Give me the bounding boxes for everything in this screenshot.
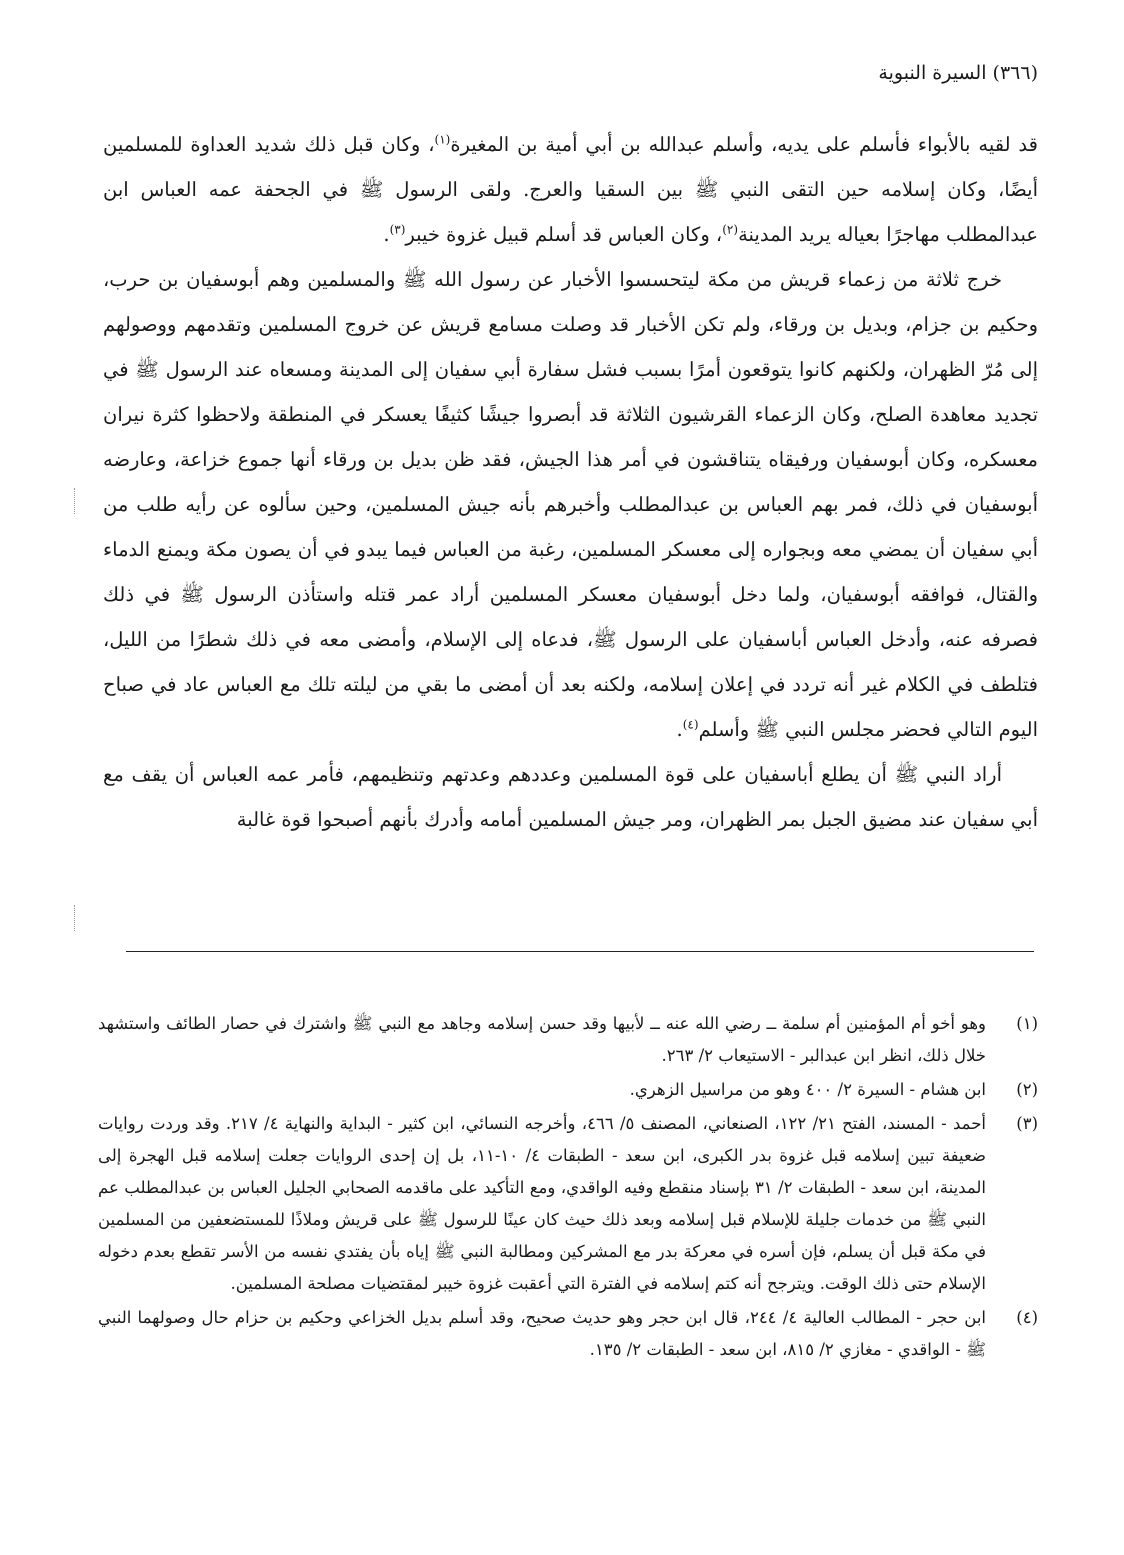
- paragraph-1-part-3: ، وكان العباس قد أسلم قبيل غزوة خيبر: [405, 223, 723, 246]
- main-text: [103, 122, 1038, 842]
- paragraph-1: [103, 122, 1038, 257]
- footnote-ref-3[interactable]: (٣): [389, 222, 406, 237]
- footnote-ref-2[interactable]: (٢): [722, 222, 739, 237]
- footnote-text: أحمد - المسند، الفتح ٢١/ ١٢٢، الصنعاني، المصنف ٥/ ٤٦٦، وأخرجه النسائي، ابن كثير - البداية والنهاية ٤/ ٢١٧. وقد وردت روايات ضعيفة تبين إسلامه قبل غزوة بدر الكبرى، ابن سعد - الطبقات ٤/ ١٠-١١، بل إن إحدى الروايات جعلت إسلامه قبل الهجرة إلى المدينة، ابن سعد - الطبقات ٢/ ٣١ بإسناد منقطع وفيه الواقدي، ومع التأكيد على ماقدمه الصحابي الجليل العباس بن عبدالمطلب عم النبي ﷺ من خدمات جليلة للإسلام قبل إسلامه وبعد ذلك حيث كان عينًا للرسول ﷺ على قريش وملاذًا للمستضعفين من المسلمين في مكة قبل أن يسلم، فإن أسره في معركة بدر مع المشركين ومطالبة النبي ﷺ إياه بأن يفتدي نفسه من الأسر تقطع بعدم دخوله الإسلام حتى ذلك الوقت. ويترجح أنه كتم إسلامه في الفترة التي أعقبت غزوة خيبر لمقتضيات مصلحة المسلمين.: [98, 1114, 987, 1293]
- margin-mark: [74, 488, 77, 514]
- paragraph-3-part-1: أراد النبي ﷺ أن يطلع أباسفيان على قوة المسلمين وعددهم وعدتهم وتنظيمهم، فأمر عمه العباس أن يقف مع أبي سفيان عند مضيق الجبل بمر الظهران، ومر جيش المسلمين أمامه وأدرك بأنهم أصبحوا قوة غالبة: [103, 763, 1038, 831]
- footnote-number: (١): [1016, 1014, 1038, 1033]
- page-header: [878, 62, 1038, 84]
- paragraph-2-part-1: خرج ثلاثة من زعماء قريش من مكة ليتحسسوا الأخبار عن رسول الله ﷺ والمسلمين وهم أبوسفيان بن حرب، وحكيم بن جزام، وبديل بن ورقاء، ولم تكن الأخبار قد وصلت مسامع قريش عن خروج المسلمين وتقدمهم ووصولهم إلى مُرّ الظهران، ولكنهم كانوا يتوقعون أمرًا بسبب فشل سفارة أبي سفيان إلى المدينة ومسعاه عند الرسول ﷺ في تجديد معاهدة الصلح، وكان الزعماء القرشيون الثلاثة قد أبصروا جيشًا كثيفًا يعسكر في المنطقة ولاحظوا كثرة نيران معسكره، وكان أبوسفيان ورفيقاه يتناقشون في أمر هذا الجيش، فقد ظن بديل بن ورقاء أنها جموع خزاعة، وعارضه أبوسفيان في ذلك، فمر بهم العباس بن عبدالمطلب وأخبرهم بأنه جيش المسلمين، وحين سألوه عن رأيه طلب من أبي سفيان أن يمضي معه وبجواره إلى معسكر المسلمين، رغبة من العباس فيما يبدو في أن يصون مكة ويمنع الدماء والقتال، فوافقه أبوسفيان، ولما دخل أبوسفيان معسكر المسلمين أراد عمر قتله واستأذن الرسول ﷺ في ذلك فصرفه عنه، وأدخل العباس أباسفيان على الرسول ﷺ، فدعاه إلى الإسلام، وأمضى معه في ذلك شطرًا من الليل، فتلطف في الكلام غير أنه تردد في إعلان إسلامه، ولكنه بعد أن أمضى ما بقي من ليلته تلك مع العباس عاد في صباح اليوم التالي فحضر مجلس النبي ﷺ وأسلم: [103, 268, 1038, 741]
- footnote-text: وهو أخو أم المؤمنين أم سلمة ــ رضي الله عنه ــ لأبيها وقد حسن إسلامه وجاهد مع النبي ﷺ واشترك في حصار الطائف واستشهد خلال ذلك، انظر ابن عبدالبر - الاستيعاب ٢/ ٢٦٣.: [98, 1014, 986, 1065]
- book-title: السيرة النبوية: [878, 62, 987, 84]
- paragraph-1-part-4: .: [383, 223, 390, 246]
- footnote-text: ابن حجر - المطالب العالية ٤/ ٢٤٤، قال ابن حجر وهو حديث صحيح، وقد أسلم بديل الخزاعي وحكيم بن حزام حال وصولهما النبي ﷺ - الواقدي - مغازي ٢/ ٨١٥، ابن سعد - الطبقات ٢/ ١٣٥.: [98, 1308, 986, 1359]
- footnote-3: [98, 1108, 1038, 1300]
- footnote-2: [98, 1074, 1038, 1106]
- footnote-number: (٢): [1016, 1080, 1038, 1099]
- footnotes: [98, 1008, 1038, 1368]
- footnote-text: ابن هشام - السيرة ٢/ ٤٠٠ وهو من مراسيل الزهري.: [629, 1080, 986, 1099]
- paragraph-2-part-2: .: [676, 718, 683, 741]
- footnote-ref-1[interactable]: (١): [434, 132, 451, 147]
- footnote-divider: [126, 951, 1034, 952]
- paragraph-2: [103, 257, 1038, 752]
- footnote-4: [98, 1302, 1038, 1366]
- footnote-1: [98, 1008, 1038, 1072]
- footnote-number: (٣): [1016, 1114, 1038, 1133]
- footnote-ref-4[interactable]: (٤): [682, 717, 699, 732]
- paragraph-3: [103, 752, 1038, 842]
- page-number: (٣٦٦): [992, 62, 1038, 84]
- margin-mark: [74, 905, 77, 931]
- footnote-number: (٤): [1016, 1308, 1038, 1327]
- paragraph-1-part-2: ، وكان قبل ذلك شديد العداوة للمسلمين أيضًا، وكان إسلامه حين التقى النبي ﷺ بين السقيا والعرج. ولقى الرسول ﷺ في الجحفة عمه العباس ابن عبدالمطلب مهاجرًا بعياله يريد المدينة: [103, 133, 1038, 246]
- paragraph-1-part-1: قد لقيه بالأبواء فأسلم على يديه، وأسلم عبدالله بن أبي أمية بن المغيرة: [450, 133, 1038, 156]
